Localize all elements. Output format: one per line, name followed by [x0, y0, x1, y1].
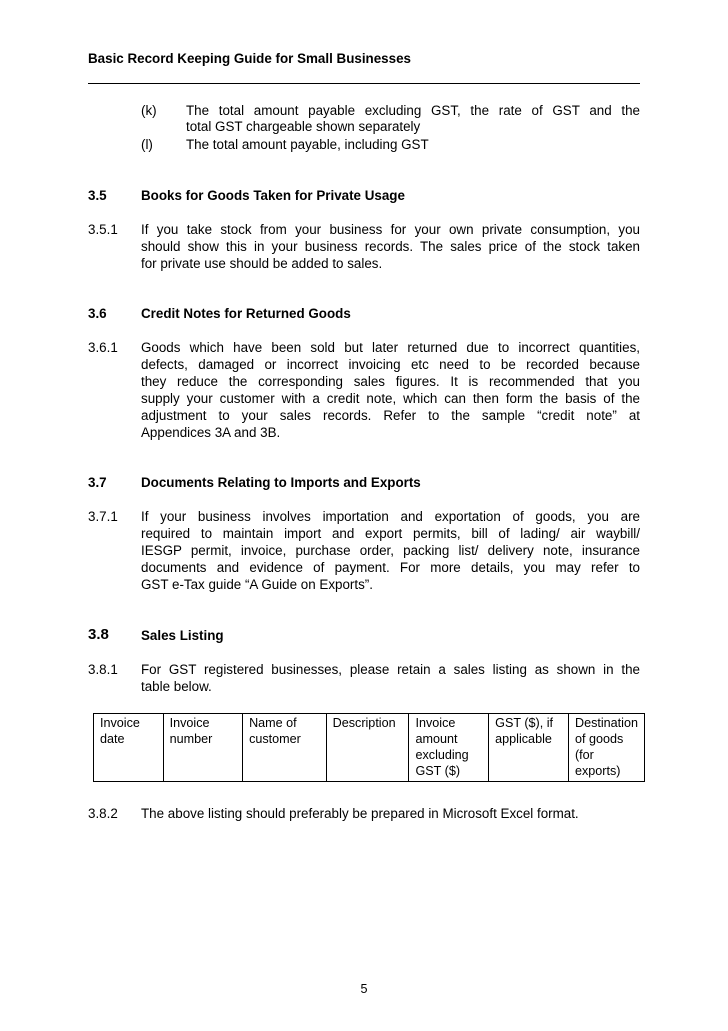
- section-title-3-8: Sales Listing: [141, 628, 224, 643]
- paragraph-3-8-2-text: The above listing should preferably be prepared in Microsoft Excel format.: [141, 806, 579, 821]
- paragraph-3-6-1-line-1: Goods which have been sold but later returned due to incorrect quantities,: [141, 340, 640, 355]
- column-header-invoice-amount: Invoice amount excluding GST ($): [409, 714, 489, 782]
- section-number-3-7: 3.7: [88, 475, 107, 490]
- paragraph-number-3-6-1: 3.6.1: [88, 340, 118, 355]
- list-item-k-line-2: total GST chargeable shown separately: [186, 119, 421, 134]
- paragraph-number-3-7-1: 3.7.1: [88, 509, 118, 524]
- paragraph-3-8-1-line-2: table below.: [141, 679, 212, 694]
- column-header-invoice-date: Invoice date: [94, 714, 164, 782]
- column-header-description: Description: [326, 714, 409, 782]
- paragraph-3-7-1-line-3: IESGP permit, invoice, purchase order, packing list/ delivery note, insurance: [141, 543, 640, 558]
- paragraph-3-6-1-line-6: Appendices 3A and 3B.: [141, 425, 281, 440]
- paragraph-3-5-1-line-1: If you take stock from your business for your own private consumption, you: [141, 222, 640, 237]
- paragraph-3-6-1-line-2: defects, damaged or incorrect invoicing etc need to be recorded because: [141, 357, 640, 372]
- paragraph-3-5-1-line-3: for private use should be added to sales.: [141, 256, 383, 271]
- list-item-l-line-1: The total amount payable, including GST: [186, 137, 429, 152]
- section-number-3-6: 3.6: [88, 306, 107, 321]
- column-header-name-of-customer: Name of customer: [243, 714, 327, 782]
- paragraph-3-7-1-line-5: GST e-Tax guide “A Guide on Exports”.: [141, 577, 373, 592]
- paragraph-3-7-1-line-2: required to maintain import and export permits, bill of lading/ air waybill/: [141, 526, 640, 541]
- list-marker-l: (l): [141, 137, 153, 152]
- running-header: Basic Record Keeping Guide for Small Businesses: [88, 51, 411, 66]
- column-header-destination: Destination of goods (for exports): [568, 714, 644, 782]
- page-number: 5: [360, 982, 368, 996]
- header-divider: [88, 83, 640, 84]
- section-title-3-5: Books for Goods Taken for Private Usage: [141, 188, 405, 203]
- section-number-3-8: 3.8: [88, 626, 109, 643]
- sales-listing-table: [93, 713, 645, 782]
- paragraph-3-6-1-line-4: supply your customer with a credit note, which can then form the basis of the: [141, 391, 640, 406]
- paragraph-3-5-1-line-2: should show this in your business records. The sales price of the stock taken: [141, 239, 640, 254]
- column-header-gst: GST ($), if applicable: [489, 714, 569, 782]
- section-title-3-6: Credit Notes for Returned Goods: [141, 306, 351, 321]
- paragraph-number-3-8-1: 3.8.1: [88, 662, 118, 677]
- section-number-3-5: 3.5: [88, 188, 107, 203]
- list-marker-k: (k): [141, 103, 157, 118]
- paragraph-number-3-8-2: 3.8.2: [88, 806, 118, 821]
- table-header-row: [94, 714, 645, 782]
- paragraph-number-3-5-1: 3.5.1: [88, 222, 118, 237]
- paragraph-3-7-1-line-4: documents and evidence of payment. For more details, you may refer to: [141, 560, 640, 575]
- section-title-3-7: Documents Relating to Imports and Exports: [141, 475, 421, 490]
- list-item-k-line-1: The total amount payable excluding GST, the rate of GST and the: [186, 103, 640, 118]
- paragraph-3-8-1-line-1: For GST registered businesses, please retain a sales listing as shown in the: [141, 662, 640, 677]
- paragraph-3-6-1-line-5: adjustment to your sales records. Refer to the sample “credit note” at: [141, 408, 640, 423]
- paragraph-3-7-1-line-1: If your business involves importation and exportation of goods, you are: [141, 509, 640, 524]
- column-header-invoice-number: Invoice number: [163, 714, 242, 782]
- paragraph-3-6-1-line-3: they reduce the corresponding sales figures. It is recommended that you: [141, 374, 640, 389]
